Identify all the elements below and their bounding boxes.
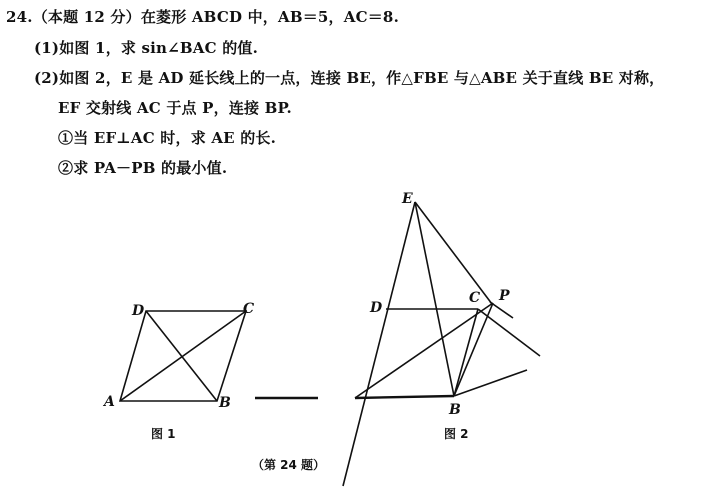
fig2-label-b: B (449, 402, 461, 418)
fig2-caption: 图 2 (444, 427, 469, 441)
line-ep (415, 202, 492, 304)
fig1-label-a: A (104, 394, 115, 410)
question-part2-line1: (2)如图 2，E 是 AD 延长线上的一点，连接 BE，作△FBE 与△ABE 关于直线 BE 对称， (34, 69, 665, 87)
diagonal-bd (146, 311, 217, 401)
fig1-caption: 图 1 (151, 427, 176, 441)
figure-2 (255, 191, 540, 486)
fig1-label-c: C (243, 301, 255, 317)
line-ef (343, 202, 415, 486)
question-part1: (1)如图 1，求 sin∠BAC 的值. (34, 39, 259, 57)
fig1-label-b: B (219, 395, 231, 411)
question-subpart1: ①当 EF⊥AC 时，求 AE 的长. (58, 129, 277, 147)
question-header: 24.（本题 12 分）在菱形 ABCD 中，AB＝5，AC＝8. (6, 8, 399, 26)
line-bf (454, 370, 527, 396)
question-part2-line2: EF 交射线 AC 于点 P，连接 BP. (58, 99, 292, 117)
line-pd (490, 302, 513, 318)
figure-1 (102, 301, 254, 441)
fig1-label-d: D (132, 303, 145, 319)
fig2-label-e: E (402, 191, 413, 207)
line-ab-extended (355, 396, 454, 398)
diagonal-ac (120, 311, 246, 401)
fig2-label-c: C (469, 290, 481, 306)
fig2-label-d: D (370, 300, 383, 316)
fig2-label-p: P (499, 288, 510, 304)
question-subpart2: ②求 PA－PB 的最小值. (58, 159, 228, 177)
figure-caption: （第 24 题） (252, 458, 326, 472)
line-eb (415, 202, 454, 396)
